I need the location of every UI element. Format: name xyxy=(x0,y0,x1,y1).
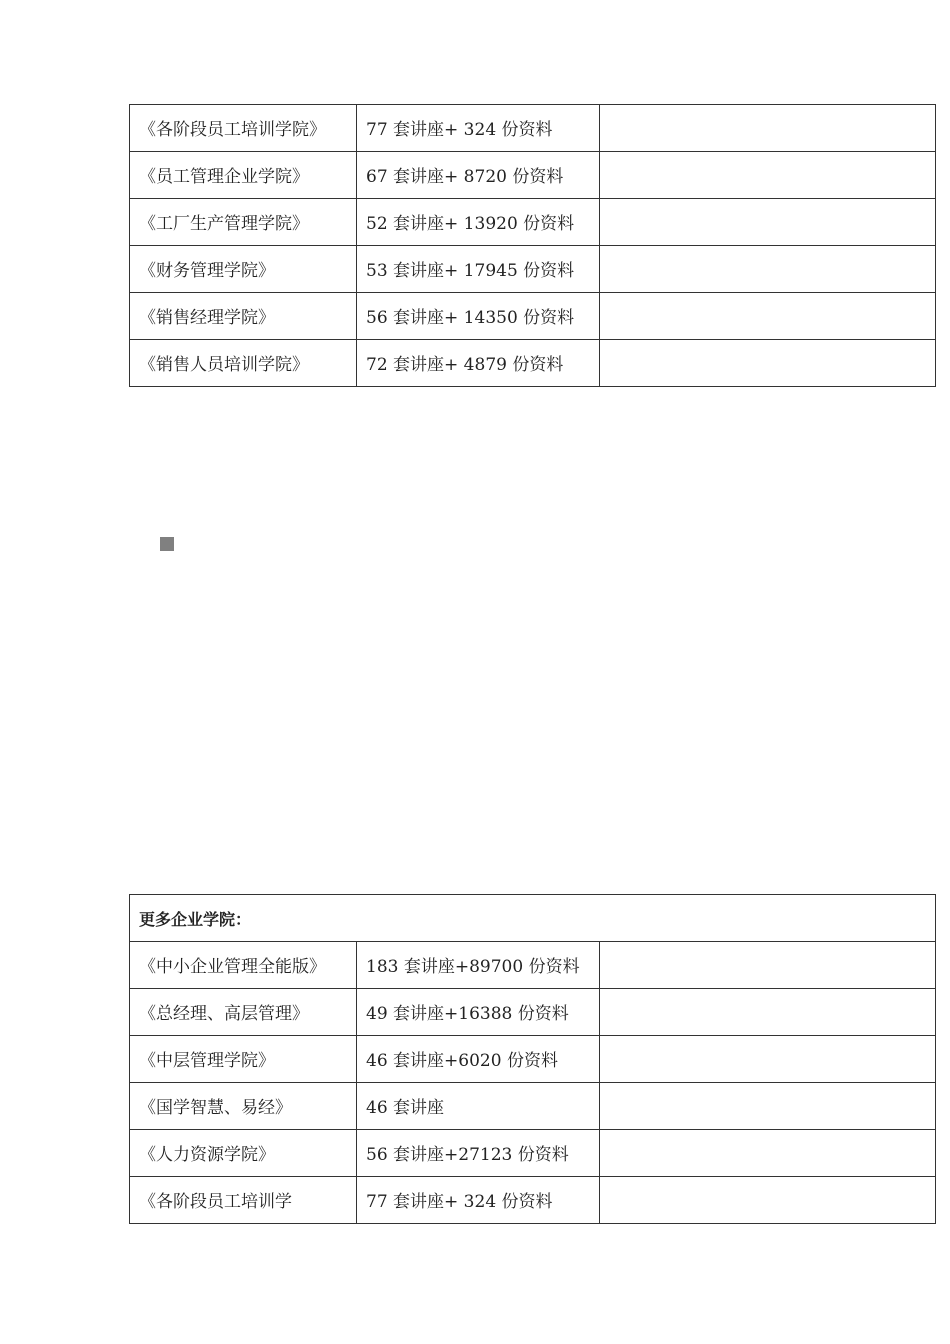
academy-name-cell: 《各阶段员工培训学院》 xyxy=(130,105,357,152)
academy-note-cell xyxy=(600,1130,936,1177)
academy-note-cell xyxy=(600,942,936,989)
table-row xyxy=(130,1083,936,1130)
academy-note-cell xyxy=(600,105,936,152)
academy-name-cell: 《财务管理学院》 xyxy=(130,246,357,293)
academy-content-cell: 46 套讲座 xyxy=(357,1083,600,1130)
academy-note-cell xyxy=(600,1177,936,1224)
academy-name-cell: 《销售人员培训学院》 xyxy=(130,340,357,387)
academy-name-cell: 《人力资源学院》 xyxy=(130,1130,357,1177)
table-row xyxy=(130,246,936,293)
academy-table-1 xyxy=(129,104,936,387)
academy-note-cell xyxy=(600,1036,936,1083)
academy-note-cell xyxy=(600,246,936,293)
table-row xyxy=(130,152,936,199)
academy-content-cell: 49 套讲座+16388 份资料 xyxy=(357,989,600,1036)
academy-content-cell: 77 套讲座+ 324 份资料 xyxy=(357,105,600,152)
academy-name-cell: 《中小企业管理全能版》 xyxy=(130,942,357,989)
table-row xyxy=(130,340,936,387)
academy-content-cell: 52 套讲座+ 13920 份资料 xyxy=(357,199,600,246)
table-header-row xyxy=(130,895,936,942)
gray-square-bullet-icon xyxy=(160,537,174,551)
academy-name-cell: 《员工管理企业学院》 xyxy=(130,152,357,199)
academy-name-cell: 《工厂生产管理学院》 xyxy=(130,199,357,246)
academy-table-2 xyxy=(129,894,936,1224)
academy-name-cell: 《各阶段员工培训学 xyxy=(130,1177,357,1224)
table-row xyxy=(130,1036,936,1083)
academy-content-cell: 46 套讲座+6020 份资料 xyxy=(357,1036,600,1083)
academy-note-cell xyxy=(600,293,936,340)
table-row xyxy=(130,199,936,246)
table-row xyxy=(130,1177,936,1224)
academy-name-cell: 《中层管理学院》 xyxy=(130,1036,357,1083)
table-row xyxy=(130,1130,936,1177)
academy-content-cell: 72 套讲座+ 4879 份资料 xyxy=(357,340,600,387)
academy-content-cell: 56 套讲座+ 14350 份资料 xyxy=(357,293,600,340)
table-row xyxy=(130,942,936,989)
academy-name-cell: 《销售经理学院》 xyxy=(130,293,357,340)
academy-content-cell: 53 套讲座+ 17945 份资料 xyxy=(357,246,600,293)
academy-note-cell xyxy=(600,199,936,246)
academy-content-cell: 56 套讲座+27123 份资料 xyxy=(357,1130,600,1177)
table-header: 更多企业学院： xyxy=(130,895,936,942)
academy-note-cell xyxy=(600,340,936,387)
academy-note-cell xyxy=(600,989,936,1036)
academy-note-cell xyxy=(600,1083,936,1130)
academy-content-cell: 67 套讲座+ 8720 份资料 xyxy=(357,152,600,199)
academy-content-cell: 183 套讲座+89700 份资料 xyxy=(357,942,600,989)
academy-content-cell: 77 套讲座+ 324 份资料 xyxy=(357,1177,600,1224)
academy-name-cell: 《总经理、高层管理》 xyxy=(130,989,357,1036)
academy-note-cell xyxy=(600,152,936,199)
table-row xyxy=(130,105,936,152)
academy-name-cell: 《国学智慧、易经》 xyxy=(130,1083,357,1130)
table-row xyxy=(130,989,936,1036)
table-row xyxy=(130,293,936,340)
